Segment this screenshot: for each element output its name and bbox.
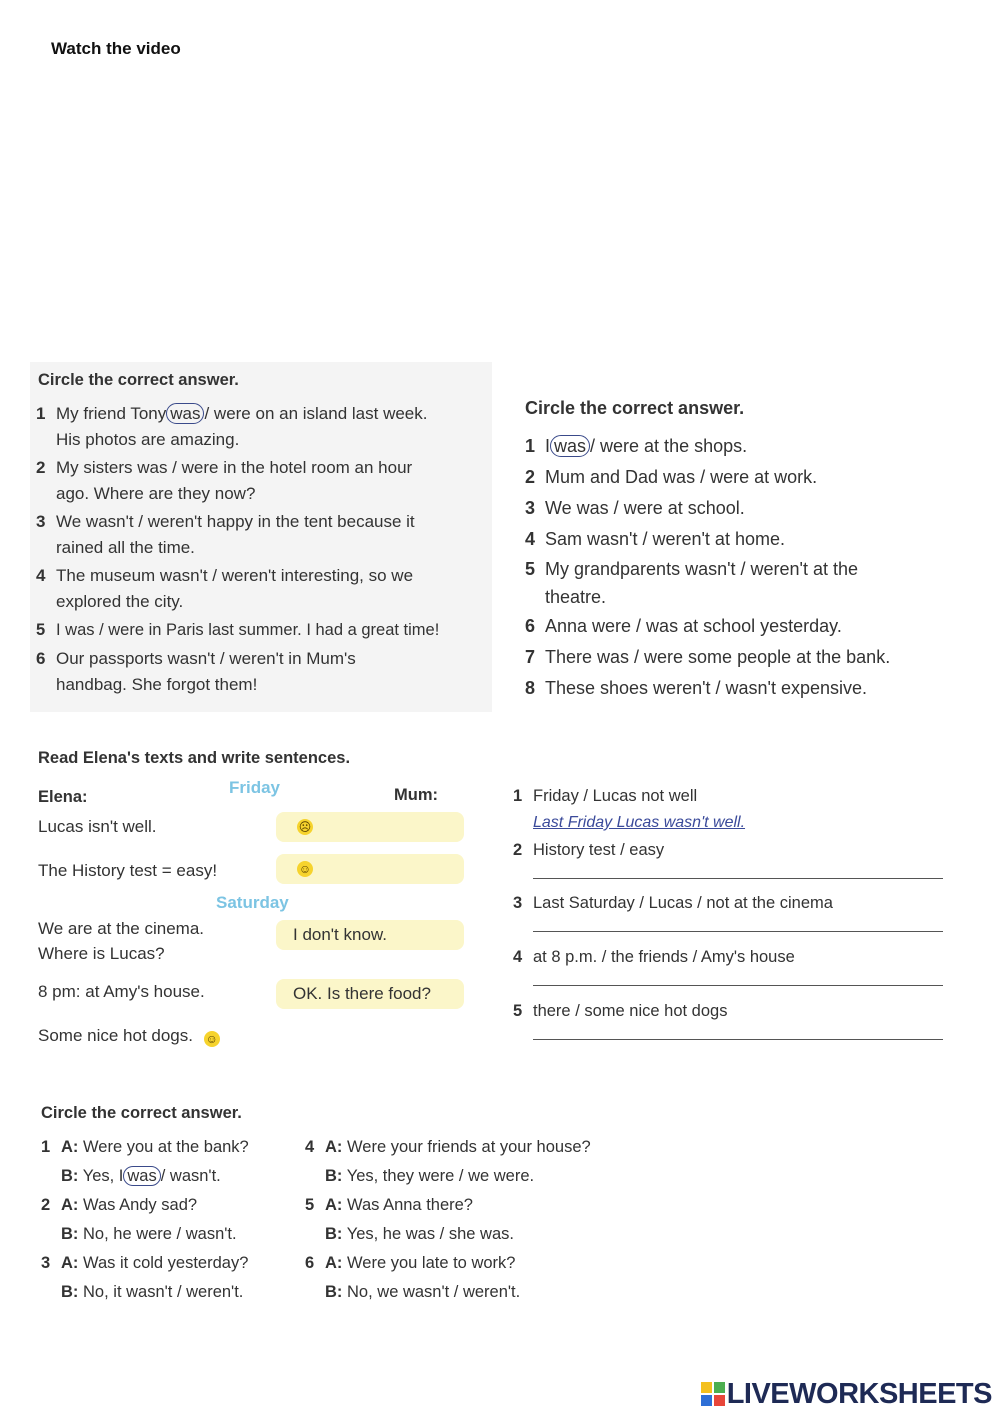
exercise-1-item-3[interactable]: 3 We wasn't / weren't happy in the tent because it rained all the time. xyxy=(36,512,415,557)
dialogue-3[interactable]: 3 A: Was it cold yesterday? B: No, it wasn't / weren't. xyxy=(41,1254,249,1301)
exercise-2-item-5[interactable]: 5 My grandparents wasn't / weren't at the theatre. xyxy=(525,559,859,607)
page-title: Watch the video xyxy=(51,39,181,58)
answer-line[interactable] xyxy=(533,985,943,986)
liveworksheets-logo[interactable]: LIVEWORKSHEETS xyxy=(701,1378,992,1411)
elena-label: Elena: xyxy=(38,788,88,806)
logo-icon xyxy=(701,1382,725,1406)
friday-label: Friday xyxy=(229,778,281,797)
exercise-2-item-3[interactable]: 3 We was / were at school. xyxy=(525,498,745,518)
exercise-1-item-6[interactable]: 6 Our passports wasn't / weren't in Mum's handbag. She forgot them! xyxy=(36,649,356,694)
prompt-5: 5 there / some nice hot dogs xyxy=(513,1002,948,1040)
dialogue-4[interactable]: 4 A: Were your friends at your house? B: Yes, they were / we were. xyxy=(305,1138,591,1185)
saturday-label: Saturday xyxy=(216,893,289,912)
exercise-3-prompts xyxy=(513,787,948,1040)
exercise-4-left-column xyxy=(41,1133,306,1307)
exercise-2-item-1: 1 I was / were at the shops. xyxy=(525,436,748,456)
exercise-1-heading: Circle the correct answer. xyxy=(38,371,239,389)
elena-message: Lucas isn't well. xyxy=(38,817,157,836)
mum-label: Mum: xyxy=(394,786,438,804)
dialogue-1: 1 A: Were you at the bank? B: Yes, I was / wasn't. xyxy=(41,1138,249,1185)
exercise-2-item-8[interactable]: 8 These shoes weren't / wasn't expensive. xyxy=(525,678,868,698)
exercise-1-item-5[interactable]: 5 I was / were in Paris last summer. I had a great time! xyxy=(36,621,440,639)
circled-answer[interactable]: was xyxy=(166,403,204,424)
exercise-2-heading: Circle the correct answer. xyxy=(525,398,745,418)
smiley-face-icon: ☺ xyxy=(298,862,312,876)
exercise-1-item-4[interactable]: 4 The museum wasn't / weren't interesting, so we explored the city. xyxy=(36,566,414,611)
exercise-4-heading: Circle the correct answer. xyxy=(41,1104,242,1122)
elena-message: Where is Lucas? xyxy=(38,944,165,963)
circled-answer[interactable]: was xyxy=(550,435,590,457)
dialogue-2[interactable]: 2 A: Was Andy sad? B: No, he were / wasn't. xyxy=(41,1196,237,1243)
prompt-1: 1 Friday / Lucas not well Last Friday Lucas wasn't well. xyxy=(513,787,948,841)
exercise-2-item-7[interactable]: 7 There was / were some people at the bank. xyxy=(525,647,891,667)
exercise-2-item-2[interactable]: 2 Mum and Dad was / were at work. xyxy=(525,467,818,487)
elena-message: Some nice hot dogs. ☺ xyxy=(38,1026,218,1046)
exercise-1-list xyxy=(36,401,496,698)
sad-face-icon: ☹ xyxy=(298,820,312,834)
answer-line[interactable] xyxy=(533,1039,943,1040)
exercise-4-right-column xyxy=(305,1133,635,1307)
smiley-face-icon: ☺ xyxy=(205,1032,218,1046)
exercise-2-item-4[interactable]: 4 Sam wasn't / weren't at home. xyxy=(525,529,785,549)
exercise-2-item-6[interactable]: 6 Anna were / was at school yesterday. xyxy=(525,616,842,636)
exercise-3-heading: Read Elena's texts and write sentences. xyxy=(38,749,351,767)
elena-message: The History test = easy! xyxy=(38,861,218,880)
exercise-2-list xyxy=(525,431,985,704)
dialogue-5[interactable]: 5 A: Was Anna there? B: Yes, he was / she was. xyxy=(305,1196,514,1243)
elena-message: We are at the cinema. xyxy=(38,919,204,938)
prompt-2: 2 History test / easy xyxy=(513,841,948,894)
mum-message: OK. Is there food? xyxy=(293,984,431,1003)
answer-example: Last Friday Lucas wasn't well. xyxy=(533,814,746,831)
elena-message: 8 pm: at Amy's house. xyxy=(38,982,205,1001)
answer-line[interactable] xyxy=(533,878,943,879)
exercise-1-item-2[interactable]: 2 My sisters was / were in the hotel room an hour ago. Where are they now? xyxy=(36,458,413,503)
mum-message: I don't know. xyxy=(293,925,387,944)
prompt-4: 4 at 8 p.m. / the friends / Amy's house xyxy=(513,948,948,1002)
answer-line[interactable] xyxy=(533,931,943,932)
circled-answer[interactable]: was xyxy=(123,1166,160,1186)
prompt-3: 3 Last Saturday / Lucas / not at the cinema xyxy=(513,894,948,948)
dialogue-6[interactable]: 6 A: Were you late to work? B: No, we wasn't / weren't. xyxy=(305,1254,521,1301)
exercise-1-item-1: 1 My friend Tony was / were on an island last week. His photos are amazing. xyxy=(36,404,428,449)
